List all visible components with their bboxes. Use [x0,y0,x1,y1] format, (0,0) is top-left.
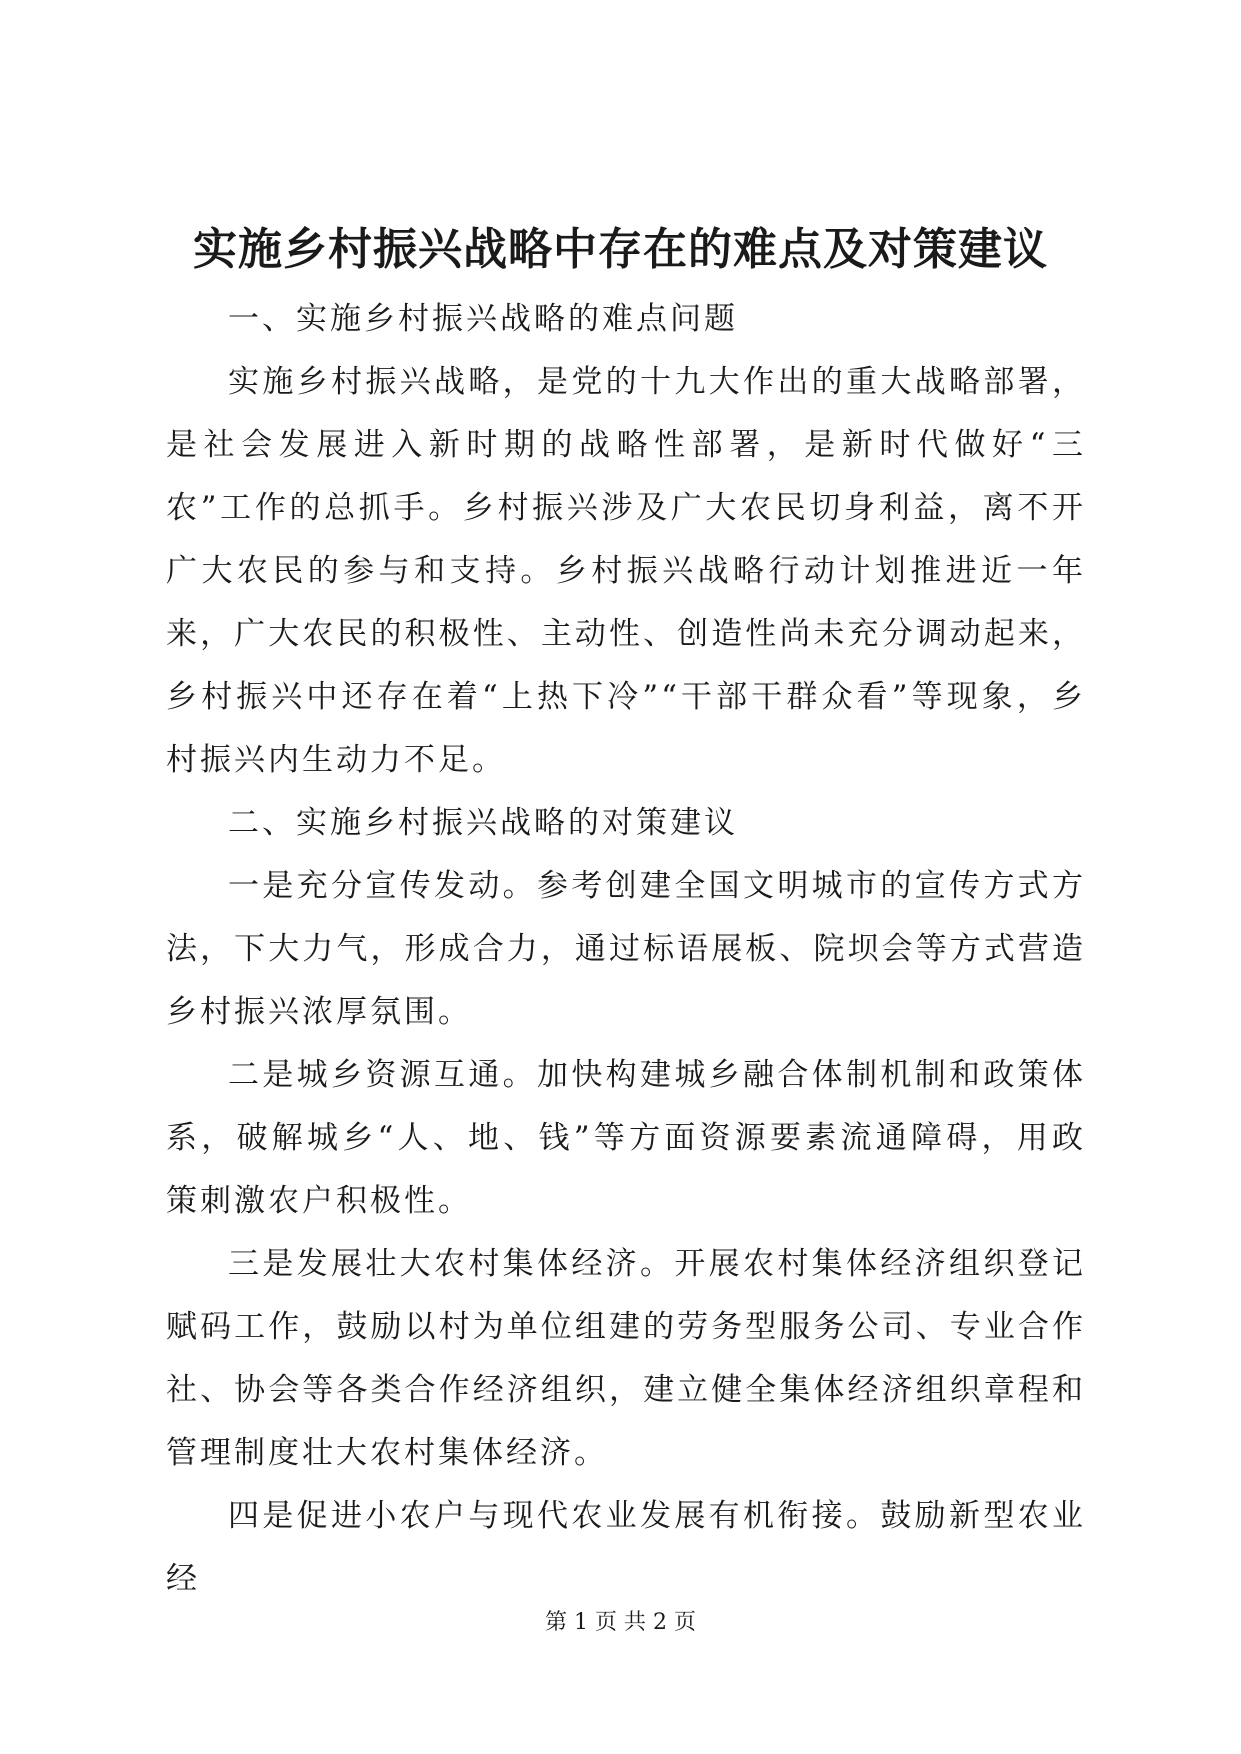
section-heading-difficulties: 一、实施乡村振兴战略的难点问题 [228,301,738,337]
document-body [166,288,1086,1611]
paragraph-suggestion-3: 三是发展壮大农村集体经济。开展农村集体经济组织登记赋码工作，鼓励以村为单位组建的劳务型服务公司、专业合作社、协会等各类合作经济组织，建立健全集体经济组织章程和管理制度壮大农村集体经济。 [166,1246,1086,1471]
paragraph-suggestion-4: 四是促进小农户与现代农业发展有机衔接。鼓励新型农业经 [166,1498,1086,1597]
document-title: 实施乡村振兴战略中存在的难点及对策建议 [193,224,1048,275]
paragraph-background: 实施乡村振兴战略，是党的十九大作出的重大战略部署，是社会发展进入新时期的战略性部署，是新时代做好“三农”工作的总抓手。乡村振兴涉及广大农民切身利益，离不开广大农民的参与和支持。乡村振兴战略行动计划推进近一年来，广大农民的积极性、主动性、创造性尚未充分调动起来，乡村振兴中还存在着“上热下冷”“干部干群众看”等现象，乡村振兴内生动力不足。 [166,364,1086,778]
section-heading-suggestions: 二、实施乡村振兴战略的对策建议 [228,805,738,841]
paragraph-suggestion-2: 二是城乡资源互通。加快构建城乡融合体制机制和政策体系，破解城乡“人、地、钱”等方面资源要素流通障碍，用政策刺激农户积极性。 [166,1057,1086,1219]
page-number-footer: 第 1 页 共 2 页 [545,1610,696,1635]
paragraph-suggestion-1: 一是充分宣传发动。参考创建全国文明城市的宣传方式方法，下大力气，形成合力，通过标语展板、院坝会等方式营造乡村振兴浓厚氛围。 [166,868,1086,1030]
